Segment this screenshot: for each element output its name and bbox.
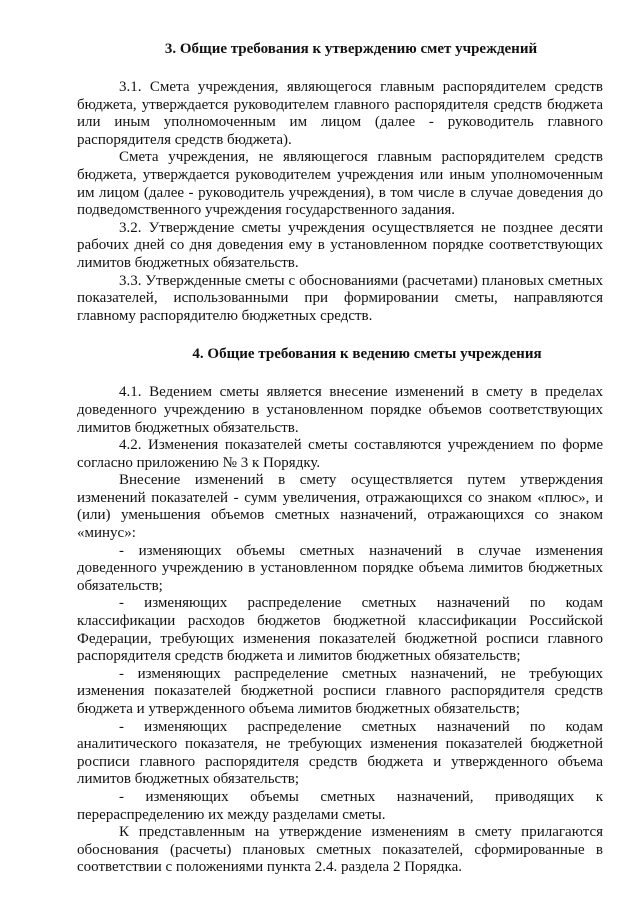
section-3-paragraph: 3.2. Утверждение сметы учреждения осуществляется не позднее десяти рабочих дней со дня доведения ему в установленном порядке соответствующих лимитов бюджетных обязательств.: [77, 219, 603, 271]
section-3-paragraph: 3.3. Утвержденные сметы с обоснованиями (расчетами) плановых сметных показателей, использованными при формировании сметы, направляются главному распорядителю бюджетных средств.: [77, 272, 603, 324]
section-3-paragraph: 3.1. Смета учреждения, являющегося главным распорядителем средств бюджета, утверждается руководителем главного распорядителя средств бюджета или иным уполномоченным им лицом (далее - руководитель главного распорядителя средств бюджета).: [77, 79, 603, 148]
section-4-paragraph: 4.2. Изменения показателей сметы составляются учреждением по форме согласно приложению № 3 к Порядку.: [77, 437, 603, 471]
section-3-paragraph: Смета учреждения, не являющегося главным распорядителем средств бюджета, утверждается руководителем учреждения или иным уполномоченным им лицом (далее - руководитель учреждения), в том числе в случае доведения до подведомственного учреждения государственного задания.: [77, 149, 603, 219]
section-4-title: 4. Общие требования к ведению сметы учреждения: [192, 346, 542, 363]
list-item: - изменяющих объемы сметных назначений, приводящих к перераспределению их между разделами сметы.: [77, 788, 603, 823]
list-item: - изменяющих распределение сметных назначений, не требующих изменения показателей бюджетной росписи главного распорядителя средств бюджета и утвержденного объема лимитов бюджетных обязательств;: [77, 665, 603, 717]
list-item: - изменяющих распределение сметных назначений по кодам аналитического показателя, не требующих изменения показателей бюджетной росписи главного распорядителя средств бюджета и утвержденного объема лимитов бюджетных обязательств;: [77, 718, 603, 788]
section-4-paragraph: Внесение изменений в смету осуществляется путем утверждения изменений показателей - сумм увеличения, отражающихся со знаком «плюс», и (или) уменьшения объемов сметных назначений, отражающихся со знаком «минус»:: [77, 472, 603, 542]
list-item: - изменяющих распределение сметных назначений по кодам классификации расходов бюджетов бюджетной классификации Российской Федерации, требующих изменения показателей бюджетной росписи главного распорядителя средств бюджета и лимитов бюджетных обязательств;: [77, 595, 603, 665]
list-item: - изменяющих объемы сметных назначений в случае изменения доведенного учреждению в установленном порядке объема лимитов бюджетных обязательств;: [77, 542, 603, 594]
section-4-paragraph: 4.1. Ведением сметы является внесение изменений в смету в пределах доведенного учреждению в установленном порядке объемов соответствующих лимитов бюджетных обязательств.: [77, 384, 603, 436]
document-page: [77, 40, 603, 877]
section-4-paragraph: К представленным на утверждение изменениям в смету прилагаются обоснования (расчеты) плановых сметных показателей, сформированные в соответствии с положениями пункта 2.4. раздела 2 Порядка.: [77, 824, 603, 876]
section-3-title: 3. Общие требования к утверждению смет учреждений: [164, 41, 538, 57]
